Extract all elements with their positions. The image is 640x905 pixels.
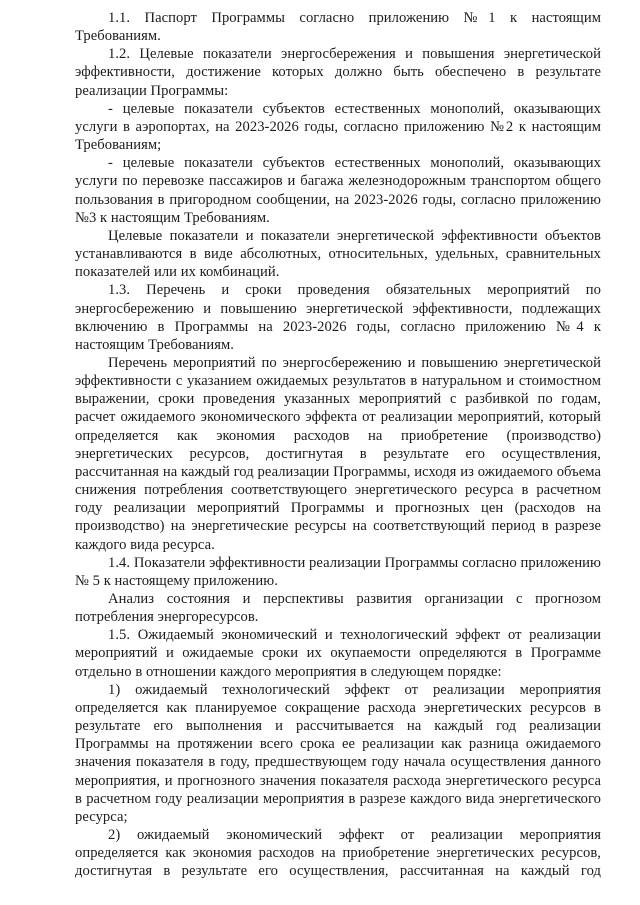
paragraph-1-5-expected-effect: 1.5. Ожидаемый экономический и технологический эффект от реализации мероприятий и ожидаемые сроки их окупаемости определяются в Программе отдельно в отношении каждого мероприятия в следующем порядке: — [75, 627, 601, 680]
paragraph-1-3-mandatory-measures: 1.3. Перечень и сроки проведения обязательных мероприятий по энергосбережению и повышению энергетической эффективности, подлежащих включению в Программы на 2023-2026 годы, согласно приложению №4 к настоящим Требованиям. — [75, 282, 601, 353]
paragraph-indicator-forms: Целевые показатели и показатели энергетической эффективности объектов устанавливаются в виде абсолютных, относительных, удельных, сравнительных показателей или их комбинаций. — [75, 227, 601, 281]
paragraph-state-analysis: Анализ состояния и перспективы развития организации с прогнозом потребления энергоресурсов. — [75, 591, 601, 626]
paragraph-1-1-passport: 1.1. Паспорт Программы согласно приложению №1 к настоящим Требованиям. — [75, 10, 601, 45]
document-body — [75, 9, 601, 881]
paragraph-measures-list: Перечень мероприятий по энергосбережению и повышению энергетической эффективности с указанием ожидаемых результатов в натуральном и стоимостном выражении, сроки проведения указанных мероприятий с разбивкой по годам, расчет ожидаемого экономического эффекта от реализации мероприятий, который определяется как экономия расходов на приобретение (производство) энергетических ресурсов, достигнутая в результате его осуществления, рассчитанная на каждый год реализации Программы, исходя из ожидаемого объема снижения потребления соответствующего энергетического ресурса в расчетном году реализации мероприятий Программы и прогнозных цен (расходов на производство) на энергетические ресурсы на соответствующий период в разрезе каждого вида ресурса. — [75, 354, 601, 553]
paragraph-technological-effect: 1) ожидаемый технологический эффект от реализации мероприятия определяется как планируемое сокращение расхода энергетических ресурсов в результате его выполнения и рассчитывается на каждый год реализации Программы на протяжении всего срока ее реализации как разница ожидаемого значения показателя в году, предшествующем году начала осуществления данного мероприятия, и прогнозного значения показателя расхода энергетического ресурса в расчетном году реализации мероприятия в разрезе каждого вида энергетического ресурса; — [75, 681, 601, 825]
paragraph-railway-indicators: - целевые показатели субъектов естественных монополий, оказывающих услуги по перевозке пассажиров и багажа железнодорожным транспортом общего пользования в пригородном сообщении, на 2023-2026 годы, согласно приложению №3 к настоящим Требованиям. — [75, 155, 601, 226]
paragraph-1-2-target-indicators: 1.2. Целевые показатели энергосбережения и повышения энергетической эффективности, достижение которых должно быть обеспечено в результате реализации Программы: — [75, 46, 601, 99]
paragraph-economic-effect: 2) ожидаемый экономический эффект от реализации мероприятия определяется как экономия расходов на приобретение энергетических ресурсов, достигнутая в результате его осуществления, рассчитанная на каждый год — [75, 827, 601, 880]
paragraph-airport-indicators: - целевые показатели субъектов естественных монополий, оказывающих услуги в аэропортах, на 2023-2026 годы, согласно приложению №2 к настоящим Требованиям; — [75, 100, 601, 154]
paragraph-1-4-efficiency-indicators: 1.4. Показатели эффективности реализации Программы согласно приложению № 5 к настоящему приложению. — [75, 554, 601, 589]
